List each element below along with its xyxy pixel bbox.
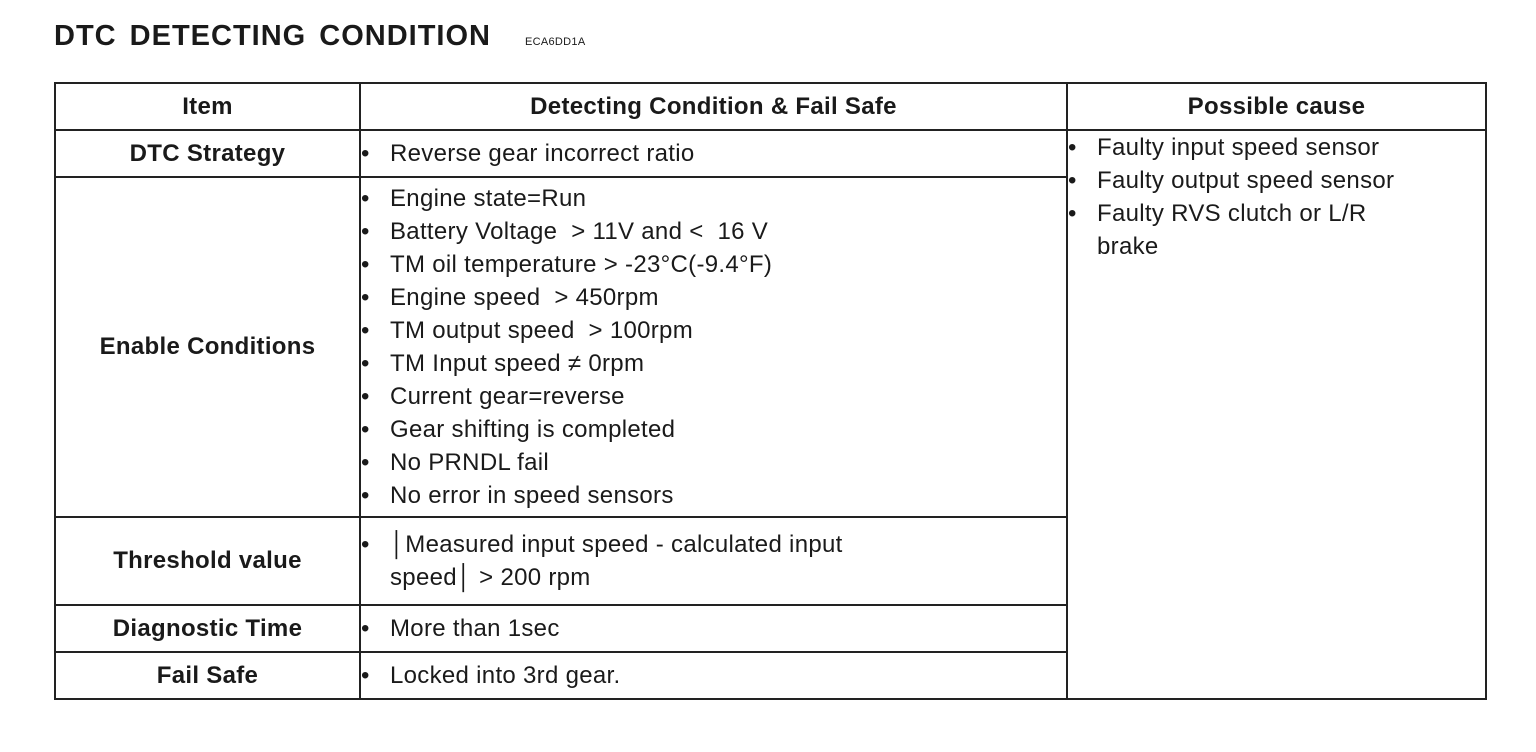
column-header-item: Item xyxy=(55,83,360,130)
list-item: • No PRNDL fail xyxy=(361,446,1066,479)
condition-list xyxy=(361,528,1066,594)
table-header-row xyxy=(55,83,1486,130)
row-label: Enable Conditions xyxy=(55,177,360,517)
list-item: • Gear shifting is completed xyxy=(361,413,1066,446)
condition-cell xyxy=(360,177,1067,517)
list-item: • Faulty RVS clutch or L/R brake xyxy=(1068,197,1397,263)
list-item: • TM oil temperature > -23°C(-9.4°F) xyxy=(361,248,1066,281)
row-label: Fail Safe xyxy=(55,652,360,699)
row-label: Threshold value xyxy=(55,517,360,605)
list-item: • More than 1sec xyxy=(361,612,1066,645)
row-label: DTC Strategy xyxy=(55,130,360,177)
condition-list xyxy=(361,659,1066,692)
list-item: • No error in speed sensors xyxy=(361,479,1066,512)
list-item: • Engine state=Run xyxy=(361,182,1066,215)
possible-cause-cell xyxy=(1067,130,1486,699)
column-header-condition: Detecting Condition & Fail Safe xyxy=(360,83,1067,130)
list-item: • Battery Voltage > 11V and < 16 V xyxy=(361,215,1066,248)
section-heading xyxy=(54,20,585,53)
list-item: • Faulty output speed sensor xyxy=(1068,164,1485,197)
list-item: • Locked into 3rd gear. xyxy=(361,659,1066,692)
condition-list xyxy=(361,137,1066,170)
list-item: • Engine speed > 450rpm xyxy=(361,281,1066,314)
list-item: • │Measured input speed - calculated input speed│ > 200 rpm xyxy=(361,528,920,594)
dtc-condition-table xyxy=(54,82,1487,700)
list-item: • Current gear=reverse xyxy=(361,380,1066,413)
list-item: • TM output speed > 100rpm xyxy=(361,314,1066,347)
condition-cell xyxy=(360,517,1067,605)
condition-list xyxy=(361,182,1066,512)
cause-list xyxy=(1068,131,1485,263)
condition-cell xyxy=(360,605,1067,652)
list-item: • TM Input speed ≠ 0rpm xyxy=(361,347,1066,380)
document-code: ECA6DD1A xyxy=(525,36,586,48)
condition-cell xyxy=(360,130,1067,177)
table-row-dtc-strategy xyxy=(55,130,1486,177)
condition-cell xyxy=(360,652,1067,699)
condition-list xyxy=(361,612,1066,645)
column-header-cause: Possible cause xyxy=(1067,83,1486,130)
list-item: • Faulty input speed sensor xyxy=(1068,131,1485,164)
page-title: DTC DETECTING CONDITION xyxy=(54,20,491,52)
list-item: • Reverse gear incorrect ratio xyxy=(361,137,1066,170)
row-label: Diagnostic Time xyxy=(55,605,360,652)
